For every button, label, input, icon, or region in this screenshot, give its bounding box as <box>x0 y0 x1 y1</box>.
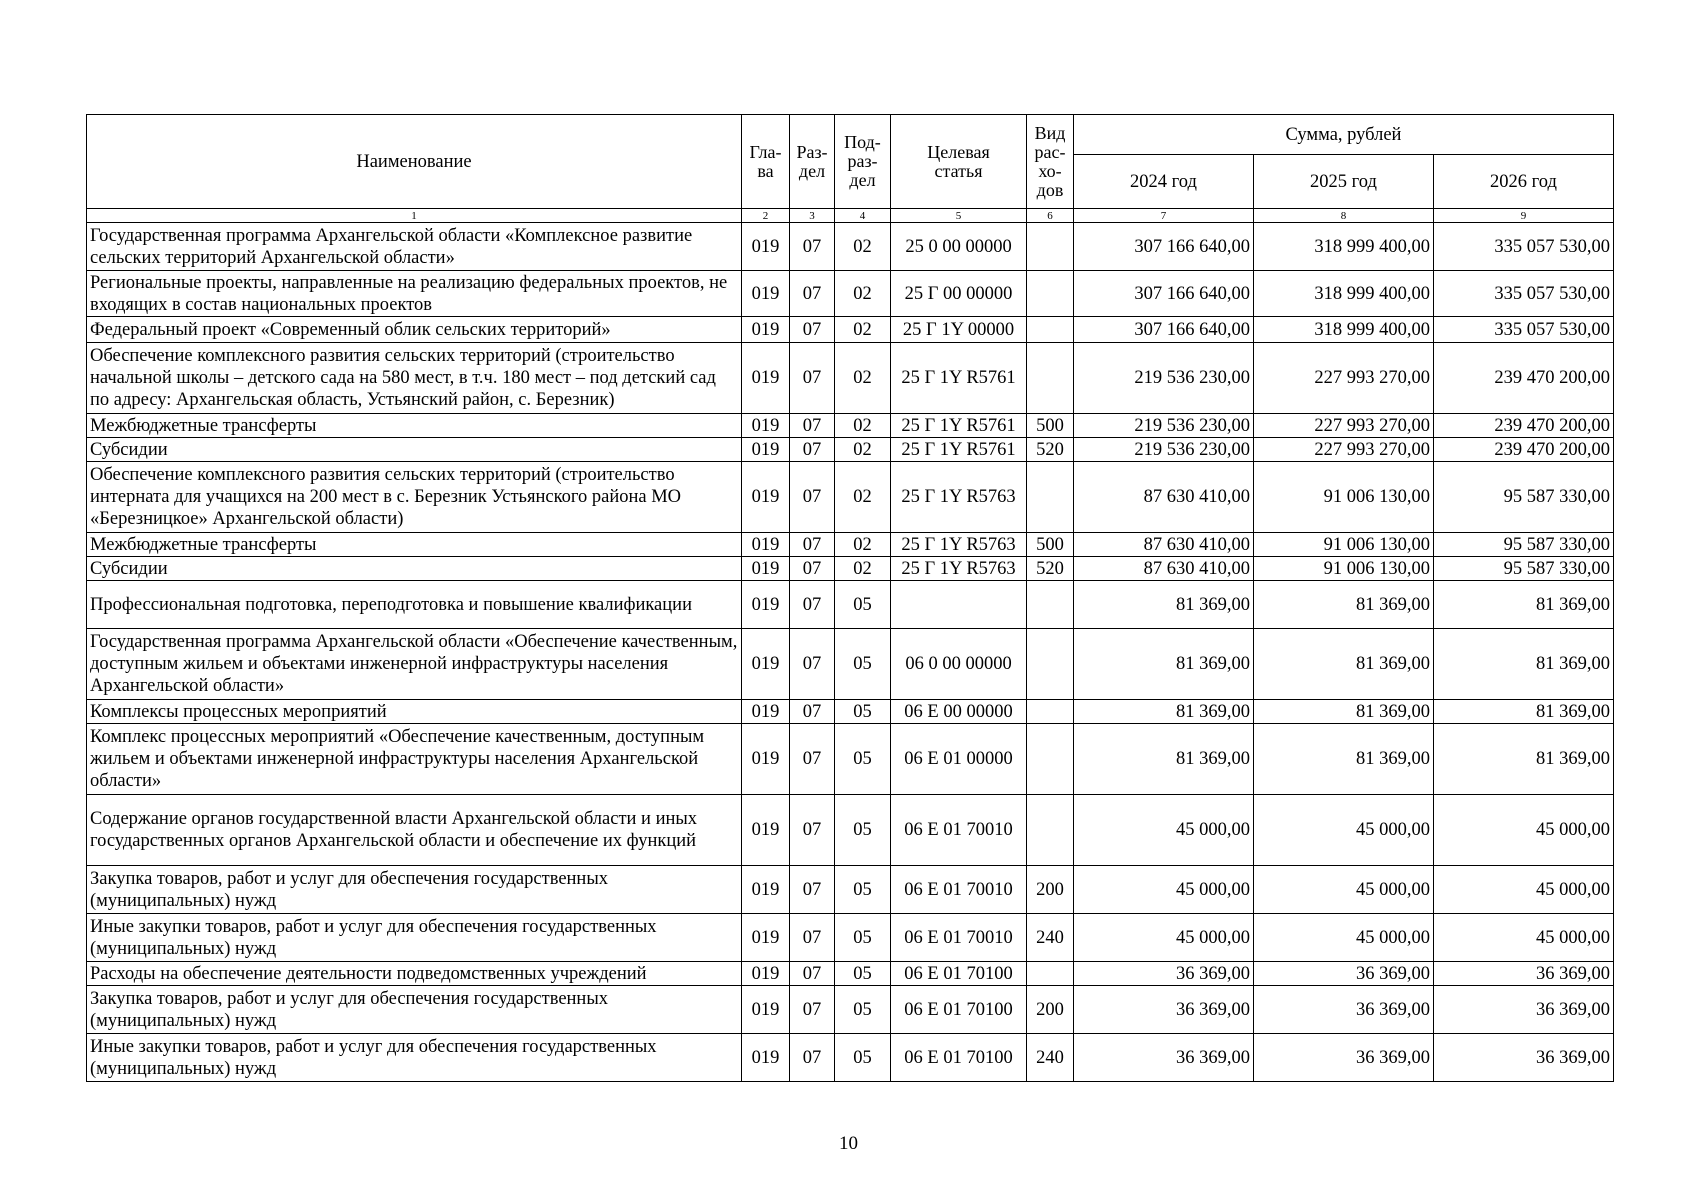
cell-tselevaya-statya: 25 Г 1Y R5763 <box>891 462 1027 533</box>
cell-amount-2026: 95 587 330,00 <box>1434 557 1614 581</box>
cell-amount-2024: 45 000,00 <box>1074 795 1254 866</box>
cell-amount-2026: 36 369,00 <box>1434 1034 1614 1082</box>
cell-amount-2024: 45 000,00 <box>1074 866 1254 914</box>
cell-tselevaya-statya: 25 Г 1Y R5761 <box>891 438 1027 462</box>
cell-glava: 019 <box>742 581 790 629</box>
cell-tselevaya-statya: 06 Е 00 00000 <box>891 700 1027 724</box>
cell-amount-2025: 81 369,00 <box>1254 581 1434 629</box>
cell-amount-2026: 335 057 530,00 <box>1434 271 1614 317</box>
cell-amount-2024: 219 536 230,00 <box>1074 343 1254 414</box>
cell-amount-2024: 36 369,00 <box>1074 962 1254 986</box>
cell-razdel: 07 <box>790 557 835 581</box>
cell-vid-raskhodov <box>1027 629 1074 700</box>
cell-vid-raskhodov: 500 <box>1027 533 1074 557</box>
table-row <box>87 700 1614 724</box>
table-row <box>87 533 1614 557</box>
cell-vid-raskhodov: 200 <box>1027 866 1074 914</box>
cell-tselevaya-statya: 06 Е 01 00000 <box>891 724 1027 795</box>
cell-amount-2025: 227 993 270,00 <box>1254 414 1434 438</box>
cell-amount-2026: 81 369,00 <box>1434 629 1614 700</box>
cell-razdel: 07 <box>790 914 835 962</box>
cell-glava: 019 <box>742 962 790 986</box>
cell-amount-2025: 81 369,00 <box>1254 700 1434 724</box>
cell-glava: 019 <box>742 223 790 271</box>
column-number: 7 <box>1074 209 1254 223</box>
cell-amount-2024: 87 630 410,00 <box>1074 557 1254 581</box>
table-row <box>87 962 1614 986</box>
cell-tselevaya-statya: 06 Е 01 70100 <box>891 986 1027 1034</box>
cell-podrazdel: 05 <box>835 581 891 629</box>
cell-vid-raskhodov: 500 <box>1027 414 1074 438</box>
row-name: Обеспечение комплексного развития сельских территорий (строительство начальной школы – детского сада на 580 мест, в т.ч. 180 мест – под детский сад по адресу: Архангельская область, Устьянский район, с. Березник) <box>87 343 742 414</box>
row-name: Комплекс процессных мероприятий «Обеспечение качественным, доступным жильем и объектами инженерной инфраструктуры населения Архангельской области» <box>87 724 742 795</box>
cell-amount-2025: 36 369,00 <box>1254 986 1434 1034</box>
cell-glava: 019 <box>742 271 790 317</box>
cell-razdel: 07 <box>790 533 835 557</box>
cell-glava: 019 <box>742 629 790 700</box>
cell-amount-2024: 219 536 230,00 <box>1074 438 1254 462</box>
cell-amount-2025: 45 000,00 <box>1254 795 1434 866</box>
cell-vid-raskhodov: 200 <box>1027 986 1074 1034</box>
cell-amount-2025: 318 999 400,00 <box>1254 317 1434 343</box>
column-number: 4 <box>835 209 891 223</box>
cell-razdel: 07 <box>790 414 835 438</box>
cell-vid-raskhodov: 520 <box>1027 557 1074 581</box>
cell-vid-raskhodov: 240 <box>1027 1034 1074 1082</box>
cell-amount-2026: 239 470 200,00 <box>1434 343 1614 414</box>
cell-vid-raskhodov: 520 <box>1027 438 1074 462</box>
cell-amount-2024: 307 166 640,00 <box>1074 271 1254 317</box>
cell-glava: 019 <box>742 1034 790 1082</box>
column-number: 8 <box>1254 209 1434 223</box>
column-number: 6 <box>1027 209 1074 223</box>
table-row <box>87 795 1614 866</box>
cell-glava: 019 <box>742 533 790 557</box>
cell-amount-2024: 307 166 640,00 <box>1074 223 1254 271</box>
cell-amount-2026: 335 057 530,00 <box>1434 317 1614 343</box>
table-row <box>87 462 1614 533</box>
row-name: Обеспечение комплексного развития сельских территорий (строительство интерната для учащихся на 200 мест в с. Березник Устьянского района МО «Березницкое» Архангельской области) <box>87 462 742 533</box>
cell-amount-2026: 81 369,00 <box>1434 724 1614 795</box>
cell-razdel: 07 <box>790 986 835 1034</box>
cell-vid-raskhodov <box>1027 581 1074 629</box>
cell-amount-2025: 81 369,00 <box>1254 724 1434 795</box>
cell-vid-raskhodov <box>1027 700 1074 724</box>
cell-amount-2025: 45 000,00 <box>1254 866 1434 914</box>
cell-tselevaya-statya: 06 0 00 00000 <box>891 629 1027 700</box>
cell-tselevaya-statya: 25 Г 1Y R5761 <box>891 414 1027 438</box>
cell-amount-2024: 87 630 410,00 <box>1074 533 1254 557</box>
table-row <box>87 223 1614 271</box>
row-name: Региональные проекты, направленные на реализацию федеральных проектов, не входящих в состав национальных проектов <box>87 271 742 317</box>
column-number: 9 <box>1434 209 1614 223</box>
header-year-2024: 2024 год <box>1074 155 1254 209</box>
cell-amount-2025: 91 006 130,00 <box>1254 557 1434 581</box>
cell-podrazdel: 02 <box>835 223 891 271</box>
cell-vid-raskhodov: 240 <box>1027 914 1074 962</box>
cell-glava: 019 <box>742 866 790 914</box>
header-glava: Гла- ва <box>742 115 790 209</box>
header-year-2026: 2026 год <box>1434 155 1614 209</box>
row-name: Содержание органов государственной власти Архангельской области и иных государственных органов Архангельской области и обеспечение их функций <box>87 795 742 866</box>
cell-razdel: 07 <box>790 1034 835 1082</box>
cell-amount-2026: 239 470 200,00 <box>1434 438 1614 462</box>
cell-podrazdel: 05 <box>835 986 891 1034</box>
row-name: Межбюджетные трансферты <box>87 414 742 438</box>
cell-razdel: 07 <box>790 795 835 866</box>
cell-razdel: 07 <box>790 962 835 986</box>
cell-amount-2025: 45 000,00 <box>1254 914 1434 962</box>
header-name: Наименование <box>87 115 742 209</box>
table-row <box>87 629 1614 700</box>
cell-tselevaya-statya: 06 Е 01 70010 <box>891 866 1027 914</box>
budget-table <box>86 114 1614 1082</box>
column-number: 1 <box>87 209 742 223</box>
cell-amount-2025: 91 006 130,00 <box>1254 462 1434 533</box>
cell-amount-2026: 95 587 330,00 <box>1434 533 1614 557</box>
cell-amount-2024: 81 369,00 <box>1074 629 1254 700</box>
cell-podrazdel: 05 <box>835 962 891 986</box>
cell-tselevaya-statya: 06 Е 01 70010 <box>891 914 1027 962</box>
cell-vid-raskhodov <box>1027 271 1074 317</box>
table-row <box>87 581 1614 629</box>
header-vid-raskhodov: Вид рас- хо- дов <box>1027 115 1074 209</box>
cell-tselevaya-statya: 25 Г 1Y R5763 <box>891 533 1027 557</box>
cell-podrazdel: 05 <box>835 795 891 866</box>
cell-razdel: 07 <box>790 866 835 914</box>
cell-amount-2024: 81 369,00 <box>1074 581 1254 629</box>
cell-amount-2025: 36 369,00 <box>1254 962 1434 986</box>
row-name: Иные закупки товаров, работ и услуг для обеспечения государственных (муниципальных) нужд <box>87 914 742 962</box>
cell-vid-raskhodov <box>1027 317 1074 343</box>
cell-amount-2026: 36 369,00 <box>1434 962 1614 986</box>
cell-amount-2024: 81 369,00 <box>1074 724 1254 795</box>
table-row <box>87 724 1614 795</box>
table-row <box>87 438 1614 462</box>
header-year-2025: 2025 год <box>1254 155 1434 209</box>
cell-podrazdel: 02 <box>835 343 891 414</box>
cell-tselevaya-statya: 25 Г 1Y 00000 <box>891 317 1027 343</box>
cell-glava: 019 <box>742 795 790 866</box>
row-name: Профессиональная подготовка, переподготовка и повышение квалификации <box>87 581 742 629</box>
cell-amount-2024: 36 369,00 <box>1074 986 1254 1034</box>
cell-vid-raskhodov <box>1027 223 1074 271</box>
cell-glava: 019 <box>742 462 790 533</box>
cell-tselevaya-statya: 06 Е 01 70100 <box>891 962 1027 986</box>
table-row <box>87 1034 1614 1082</box>
cell-tselevaya-statya: 25 Г 00 00000 <box>891 271 1027 317</box>
cell-glava: 019 <box>742 343 790 414</box>
column-number-row <box>87 209 1614 223</box>
cell-amount-2026: 335 057 530,00 <box>1434 223 1614 271</box>
cell-razdel: 07 <box>790 317 835 343</box>
cell-amount-2025: 36 369,00 <box>1254 1034 1434 1082</box>
cell-razdel: 07 <box>790 724 835 795</box>
column-number: 5 <box>891 209 1027 223</box>
table-body <box>87 223 1614 1082</box>
column-number: 3 <box>790 209 835 223</box>
table-row <box>87 986 1614 1034</box>
cell-razdel: 07 <box>790 462 835 533</box>
cell-amount-2026: 95 587 330,00 <box>1434 462 1614 533</box>
header-summa: Сумма, рублей <box>1074 115 1614 155</box>
table-row <box>87 557 1614 581</box>
cell-podrazdel: 02 <box>835 462 891 533</box>
cell-amount-2024: 219 536 230,00 <box>1074 414 1254 438</box>
cell-amount-2026: 36 369,00 <box>1434 986 1614 1034</box>
cell-podrazdel: 05 <box>835 724 891 795</box>
table-row <box>87 866 1614 914</box>
cell-amount-2026: 239 470 200,00 <box>1434 414 1614 438</box>
row-name: Комплексы процессных мероприятий <box>87 700 742 724</box>
header-podrazdel: Под- раз- дел <box>835 115 891 209</box>
cell-glava: 019 <box>742 557 790 581</box>
cell-amount-2025: 318 999 400,00 <box>1254 271 1434 317</box>
cell-amount-2025: 227 993 270,00 <box>1254 343 1434 414</box>
cell-glava: 019 <box>742 438 790 462</box>
row-name: Закупка товаров, работ и услуг для обеспечения государственных (муниципальных) нужд <box>87 986 742 1034</box>
row-name: Расходы на обеспечение деятельности подведомственных учреждений <box>87 962 742 986</box>
cell-glava: 019 <box>742 724 790 795</box>
cell-glava: 019 <box>742 914 790 962</box>
page-number: 10 <box>839 1133 858 1154</box>
cell-vid-raskhodov <box>1027 724 1074 795</box>
cell-podrazdel: 02 <box>835 557 891 581</box>
header-razdel: Раз- дел <box>790 115 835 209</box>
cell-amount-2024: 45 000,00 <box>1074 914 1254 962</box>
cell-tselevaya-statya: 06 Е 01 70010 <box>891 795 1027 866</box>
row-name: Государственная программа Архангельской области «Комплексное развитие сельских территорий Архангельской области» <box>87 223 742 271</box>
cell-amount-2024: 36 369,00 <box>1074 1034 1254 1082</box>
cell-razdel: 07 <box>790 700 835 724</box>
cell-razdel: 07 <box>790 581 835 629</box>
cell-vid-raskhodov <box>1027 962 1074 986</box>
cell-amount-2024: 307 166 640,00 <box>1074 317 1254 343</box>
row-name: Субсидии <box>87 557 742 581</box>
cell-razdel: 07 <box>790 343 835 414</box>
cell-vid-raskhodov <box>1027 795 1074 866</box>
row-name: Иные закупки товаров, работ и услуг для обеспечения государственных (муниципальных) нужд <box>87 1034 742 1082</box>
cell-amount-2025: 91 006 130,00 <box>1254 533 1434 557</box>
cell-amount-2024: 81 369,00 <box>1074 700 1254 724</box>
cell-podrazdel: 02 <box>835 414 891 438</box>
cell-glava: 019 <box>742 986 790 1034</box>
cell-tselevaya-statya: 25 Г 1Y R5761 <box>891 343 1027 414</box>
cell-glava: 019 <box>742 700 790 724</box>
table-row <box>87 914 1614 962</box>
row-name: Межбюджетные трансферты <box>87 533 742 557</box>
table-row <box>87 271 1614 317</box>
column-number: 2 <box>742 209 790 223</box>
cell-podrazdel: 05 <box>835 1034 891 1082</box>
cell-razdel: 07 <box>790 271 835 317</box>
cell-vid-raskhodov <box>1027 462 1074 533</box>
cell-razdel: 07 <box>790 438 835 462</box>
cell-amount-2025: 318 999 400,00 <box>1254 223 1434 271</box>
cell-tselevaya-statya: 25 Г 1Y R5763 <box>891 557 1027 581</box>
row-name: Закупка товаров, работ и услуг для обеспечения государственных (муниципальных) нужд <box>87 866 742 914</box>
cell-amount-2026: 45 000,00 <box>1434 795 1614 866</box>
cell-podrazdel: 05 <box>835 700 891 724</box>
cell-podrazdel: 05 <box>835 866 891 914</box>
cell-tselevaya-statya: 25 0 00 00000 <box>891 223 1027 271</box>
header-tselevaya-statya: Целевая статья <box>891 115 1027 209</box>
cell-amount-2026: 81 369,00 <box>1434 581 1614 629</box>
cell-glava: 019 <box>742 317 790 343</box>
cell-podrazdel: 02 <box>835 438 891 462</box>
row-name: Субсидии <box>87 438 742 462</box>
cell-razdel: 07 <box>790 223 835 271</box>
row-name: Государственная программа Архангельской области «Обеспечение качественным, доступным жильем и объектами инженерной инфраструктуры населения Архангельской области» <box>87 629 742 700</box>
cell-amount-2026: 81 369,00 <box>1434 700 1614 724</box>
cell-amount-2026: 45 000,00 <box>1434 866 1614 914</box>
cell-podrazdel: 05 <box>835 914 891 962</box>
cell-podrazdel: 02 <box>835 317 891 343</box>
cell-amount-2025: 81 369,00 <box>1254 629 1434 700</box>
table-row <box>87 343 1614 414</box>
cell-podrazdel: 02 <box>835 271 891 317</box>
table-row <box>87 414 1614 438</box>
cell-tselevaya-statya <box>891 581 1027 629</box>
cell-vid-raskhodov <box>1027 343 1074 414</box>
row-name: Федеральный проект «Современный облик сельских территорий» <box>87 317 742 343</box>
cell-glava: 019 <box>742 414 790 438</box>
table-row <box>87 317 1614 343</box>
cell-amount-2026: 45 000,00 <box>1434 914 1614 962</box>
cell-podrazdel: 02 <box>835 533 891 557</box>
cell-tselevaya-statya: 06 Е 01 70100 <box>891 1034 1027 1082</box>
cell-amount-2025: 227 993 270,00 <box>1254 438 1434 462</box>
cell-podrazdel: 05 <box>835 629 891 700</box>
cell-amount-2024: 87 630 410,00 <box>1074 462 1254 533</box>
cell-razdel: 07 <box>790 629 835 700</box>
